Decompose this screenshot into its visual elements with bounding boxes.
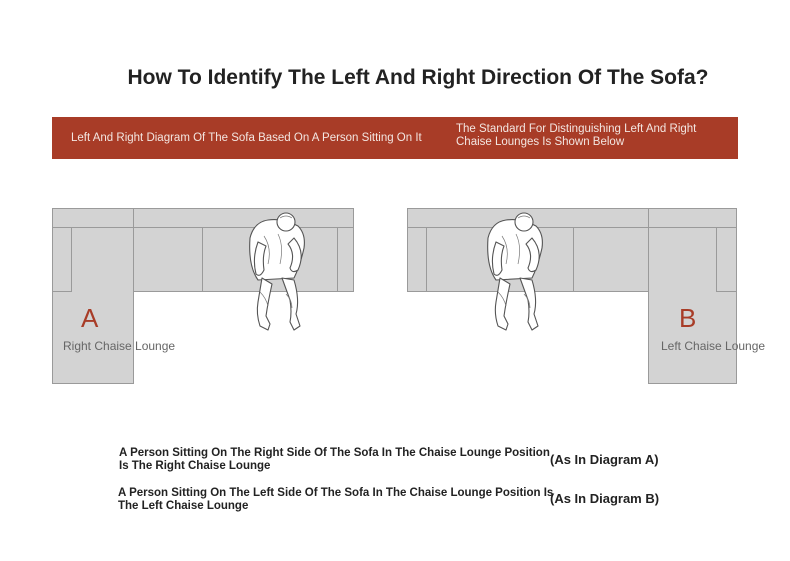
sofa-a-arm [337,227,354,292]
diagram-b-letter: B [679,303,697,333]
note-a-tag: (As In Diagram A) [550,452,659,467]
seated-person-icon [476,208,556,334]
banner-right-text: The Standard For Distinguishing Left And Right Chaise Lounges Is Shown Below [456,123,697,148]
sofa-b-arm [407,227,427,292]
diagram-a-letter: A [81,303,99,333]
diagram-a-caption: Right Chaise Lounge [63,339,176,353]
note-b-tag: (As In Diagram B) [550,491,660,506]
sofa-b-cushion-right [573,227,649,292]
sofa-a-chaise-arm [52,208,134,228]
sofa-b-chaise-side [716,227,737,292]
diagram-b-caption: Left Chaise Lounge [661,339,766,353]
sofa-a-chaise-side [52,227,72,292]
banner [52,117,738,159]
page-title: How To Identify The Left And Right Direction Of The Sofa? [127,66,709,89]
sofa-b-chaise-arm [648,208,737,228]
banner-left-text: Left And Right Diagram Of The Sofa Based On A Person Sitting On It [71,132,422,144]
seated-person-icon [238,208,318,334]
sofa-a-cushion-left [133,227,203,292]
note-b-text: A Person Sitting On The Left Side Of The Sofa In The Chaise Lounge Position Is The Left Chaise Lounge [118,487,554,512]
note-a-text: A Person Sitting On The Right Side Of The Sofa In The Chaise Lounge Position Is The Right Chaise Lounge [119,447,550,472]
